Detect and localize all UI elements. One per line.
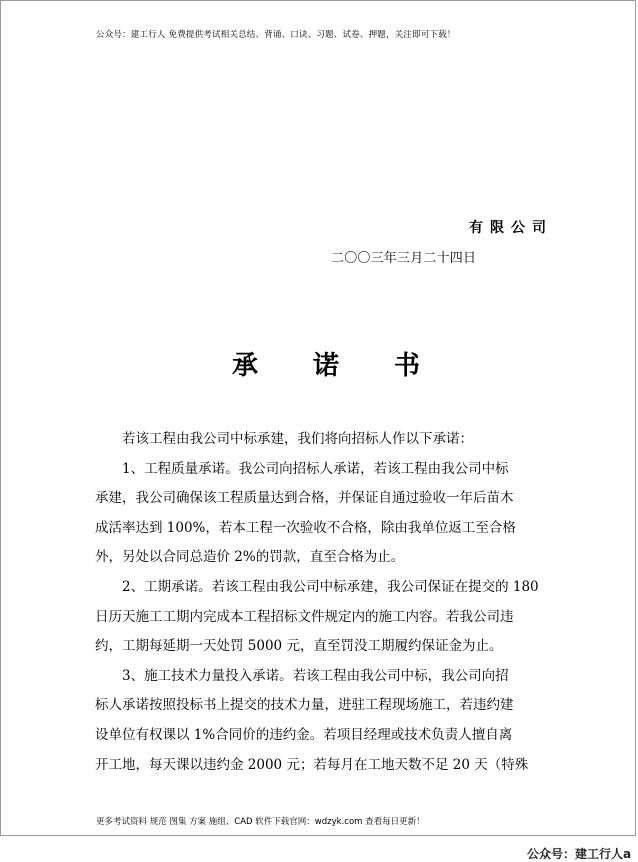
company-name: 有限公司 (469, 220, 553, 236)
body-line: 1、工程质量承诺。我公司向招标人承诺，若该工程由我公司中标 (95, 460, 509, 477)
document-title: 承诺书 (232, 351, 476, 381)
body-line: 开工地，每天课以违约金 2000 元；若每月在工地天数不足 20 天（特殊 (95, 756, 529, 773)
header-note: 公众号：建工行人 免费提供考试相关总结、背诵、口诀、习题、试卷、押题，关注即可下载！ (96, 30, 456, 40)
body-line: 设单位有权课以 1%合同价的违约金。若项目经理或技术负责人擅自离 (95, 726, 513, 743)
footer-note: 更多考试资料 规范 图集 方案 施组、CAD 软件下载官网：wdzyk.com 查看每日更新！ (96, 817, 425, 827)
body-line: 若该工程由我公司中标承建，我们将向招标人作以下承诺： (95, 431, 473, 447)
body-line: 承建，我公司确保该工程质量达到合格，并保证自通过验收一年后苗木 (95, 490, 514, 507)
watermark-text: 公众号：建工行人a (527, 847, 632, 861)
body-line: 日历天施工工期内完成本工程招标文件规定内的施工内容。若我公司违 (95, 608, 514, 625)
body-line: 约，工期每延期一天处罚 5000 元，直至罚没工期履约保证金为止。 (95, 638, 503, 655)
body-line: 2、工期承诺。若该工程由我公司中标承建，我公司保证在提交的 180 (95, 578, 539, 595)
body-line: 成活率达到 100%，若本工程一次验收不合格，除由我单位返工至合格 (95, 519, 516, 536)
document-date: 二〇〇三年三月二十四日 (331, 251, 477, 266)
body-line: 3、施工技术力量投入承诺。若该工程由我公司中标，我公司向招 (95, 667, 509, 684)
body-line: 外，另处以合同总造价 2%的罚款，直至合格为止。 (95, 549, 405, 566)
body-line: 标人承诺按照投标书上提交的技术力量，进驻工程现场施工，若违约建 (95, 697, 514, 714)
document-body (95, 425, 557, 780)
